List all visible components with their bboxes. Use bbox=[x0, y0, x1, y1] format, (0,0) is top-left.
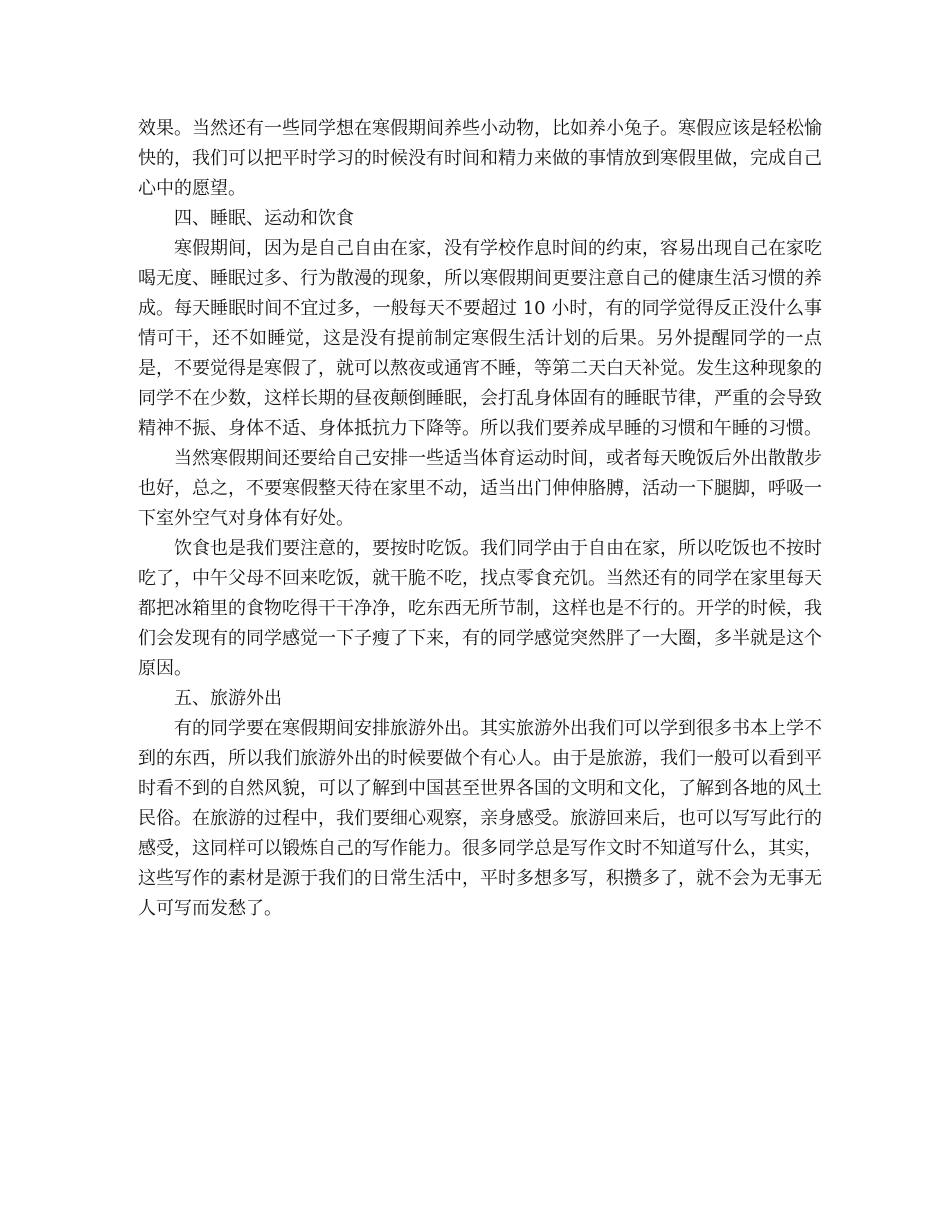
paragraph-travel: 有的同学要在寒假期间安排旅游外出。其实旅游外出我们可以学到很多书本上学不到的东西，所以我们旅游外出的时候要做个有心人。由于是旅游，我们一般可以看到平时看不到的自然风貌，可以了解到中国甚至世界各国的文明和文化，了解到各地的风土民俗。在旅游的过程中，我们要细心观察，亲身感受。旅游回来后，也可以写写此行的感受，这同样可以锻炼自己的写作能力。很多同学总是写作文时不知道写什么，其实，这些写作的素材是源于我们的日常生活中，平时多想多写，积攒多了，就不会为无事无人可写而发愁了。 bbox=[138, 718, 822, 919]
paragraph-continuation: 效果。当然还有一些同学想在寒假期间养些小动物，比如养小兔子。寒假应该是轻松愉快的，我们可以把平时学习的时候没有时间和精力来做的事情放到寒假里做，完成自己心中的愿望。 bbox=[138, 118, 822, 199]
paragraph-diet: 饮食也是我们要注意的，要按时吃饭。我们同学由于自由在家，所以吃饭也不按时吃了，中午父母不回来吃饭，就干脆不吃，找点零食充饥。当然还有的同学在家里每天都把冰箱里的食物吃得干干净净，吃东西无所节制，这样也是不行的。开学的时候，我们会发现有的同学感觉一下子瘦了下来，有的同学感觉突然胖了一大圈，多半就是这个原因。 bbox=[138, 538, 822, 679]
document-body bbox=[138, 114, 822, 924]
paragraph-sleep: 寒假期间，因为是自己自由在家，没有学校作息时间的约束，容易出现自己在家吃喝无度、睡眠过多、行为散漫的现象，所以寒假期间更要注意自己的健康生活习惯的养成。每天睡眠时间不宜过多，一般每天不要超过 10 小时，有的同学觉得反正没什么事情可干，还不如睡觉，这是没有提前制定寒假生活计划的后果。另外提醒同学的一点是，不要觉得是寒假了，就可以熬夜或通宵不睡，等第二天白天补觉。发生这种现象的同学不在少数，这样长期的昼夜颠倒睡眠，会打乱身体固有的睡眠节律，严重的会导致精神不振、身体不适、身体抵抗力下降等。所以我们要养成早睡的习惯和午睡的习惯。 bbox=[138, 238, 822, 439]
paragraph-exercise: 当然寒假期间还要给自己安排一些适当体育运动时间，或者每天晚饭后外出散散步也好，总之，不要寒假整天待在家里不动，适当出门伸伸胳膊，活动一下腿脚，呼吸一下室外空气对身体有好处。 bbox=[138, 448, 822, 529]
section-heading-sleep-exercise-diet: 四、睡眠、运动和饮食 bbox=[174, 208, 354, 229]
section-heading-travel: 五、旅游外出 bbox=[174, 688, 282, 709]
